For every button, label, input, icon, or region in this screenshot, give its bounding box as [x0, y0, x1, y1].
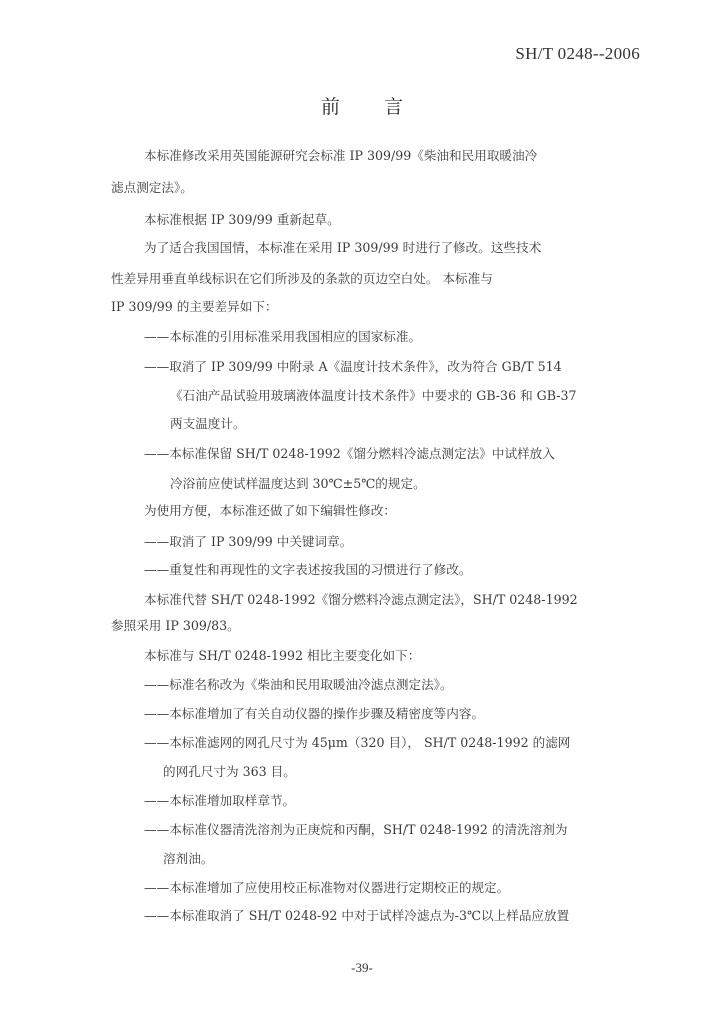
list-item: ——本标准增加取样章节。	[144, 793, 296, 808]
list-item: ——本标准保留 SH/T 0248-1992《馏分燃料冷滤点测定法》中试样放入	[144, 446, 555, 461]
paragraph-line: 本标准根据 IP 309/99 重新起草。	[144, 212, 340, 227]
standard-code-header: SH/T 0248--2006	[515, 44, 640, 63]
paragraph-line: 本标准代替 SH/T 0248-1992《馏分燃料冷滤点测定法》，SH/T 0248-1992	[144, 592, 578, 607]
paragraph-line: 本标准与 SH/T 0248-1992 相比主要变化如下：	[144, 648, 421, 663]
list-item: ——取消了 IP 309/99 中关键词章。	[144, 534, 353, 549]
paragraph-line: IP 309/99 的主要差异如下：	[111, 299, 278, 314]
page-number: -39-	[351, 960, 373, 975]
list-item: ——本标准的引用标准采用我国相应的国家标准。	[144, 329, 422, 344]
paragraph-line: 为使用方便，本标准还做了如下编辑性修改：	[144, 503, 396, 518]
paragraph-line: 滤点测定法》。	[111, 180, 193, 195]
list-item: ——本标准取消了 SH/T 0248-92 中对于试样冷滤点为-3℃以上样品应放置	[144, 908, 570, 923]
list-item: ——本标准仪器清洗溶剂为正庚烷和丙酮，SH/T 0248-1992 的清洗溶剂为	[144, 822, 568, 837]
list-item: ——标准名称改为《柴油和民用取暖油冷滤点测定法》。	[144, 677, 453, 692]
paragraph-line: 为了适合我国国情，本标准在采用 IP 309/99 时进行了修改。这些技术	[144, 240, 542, 255]
list-item: ——本标准增加了应使用校正标准物对仪器进行定期校正的规定。	[144, 880, 510, 895]
list-item-continuation: 冷浴前应使试样温度达到 30℃±5℃的规定。	[170, 476, 426, 491]
list-item-continuation: 《石油产品试验用玻璃液体温度计技术条件》中要求的 GB-36 和 GB-37	[170, 388, 577, 403]
list-item-continuation: 两支温度计。	[170, 416, 246, 431]
list-item: ——重复性和再现性的文字表述按我国的习惯进行了修改。	[144, 562, 472, 577]
paragraph-line: 性差异用垂直单线标识在它们所涉及的条款的页边空白处。 本标准与	[111, 271, 493, 286]
list-item: ——本标准增加了有关自动仪器的操作步骤及精密度等内容。	[144, 706, 485, 721]
list-item: ——本标准滤网的网孔尺寸为 45μm（320 目）， SH/T 0248-1992 的滤网	[144, 735, 571, 750]
list-item: ——取消了 IP 309/99 中附录 A《温度计技术条件》，改为符合 GB/T 514	[144, 359, 562, 374]
paragraph-line: 参照采用 IP 309/83。	[111, 618, 240, 633]
page-title: 前言	[320, 96, 447, 118]
paragraph-line: 本标准修改采用英国能源研究会标准 IP 309/99《柴油和民用取暖油冷	[144, 148, 538, 163]
list-item-continuation: 的网孔尺寸为 363 目。	[163, 764, 296, 779]
list-item-continuation: 溶剂油。	[163, 851, 214, 866]
